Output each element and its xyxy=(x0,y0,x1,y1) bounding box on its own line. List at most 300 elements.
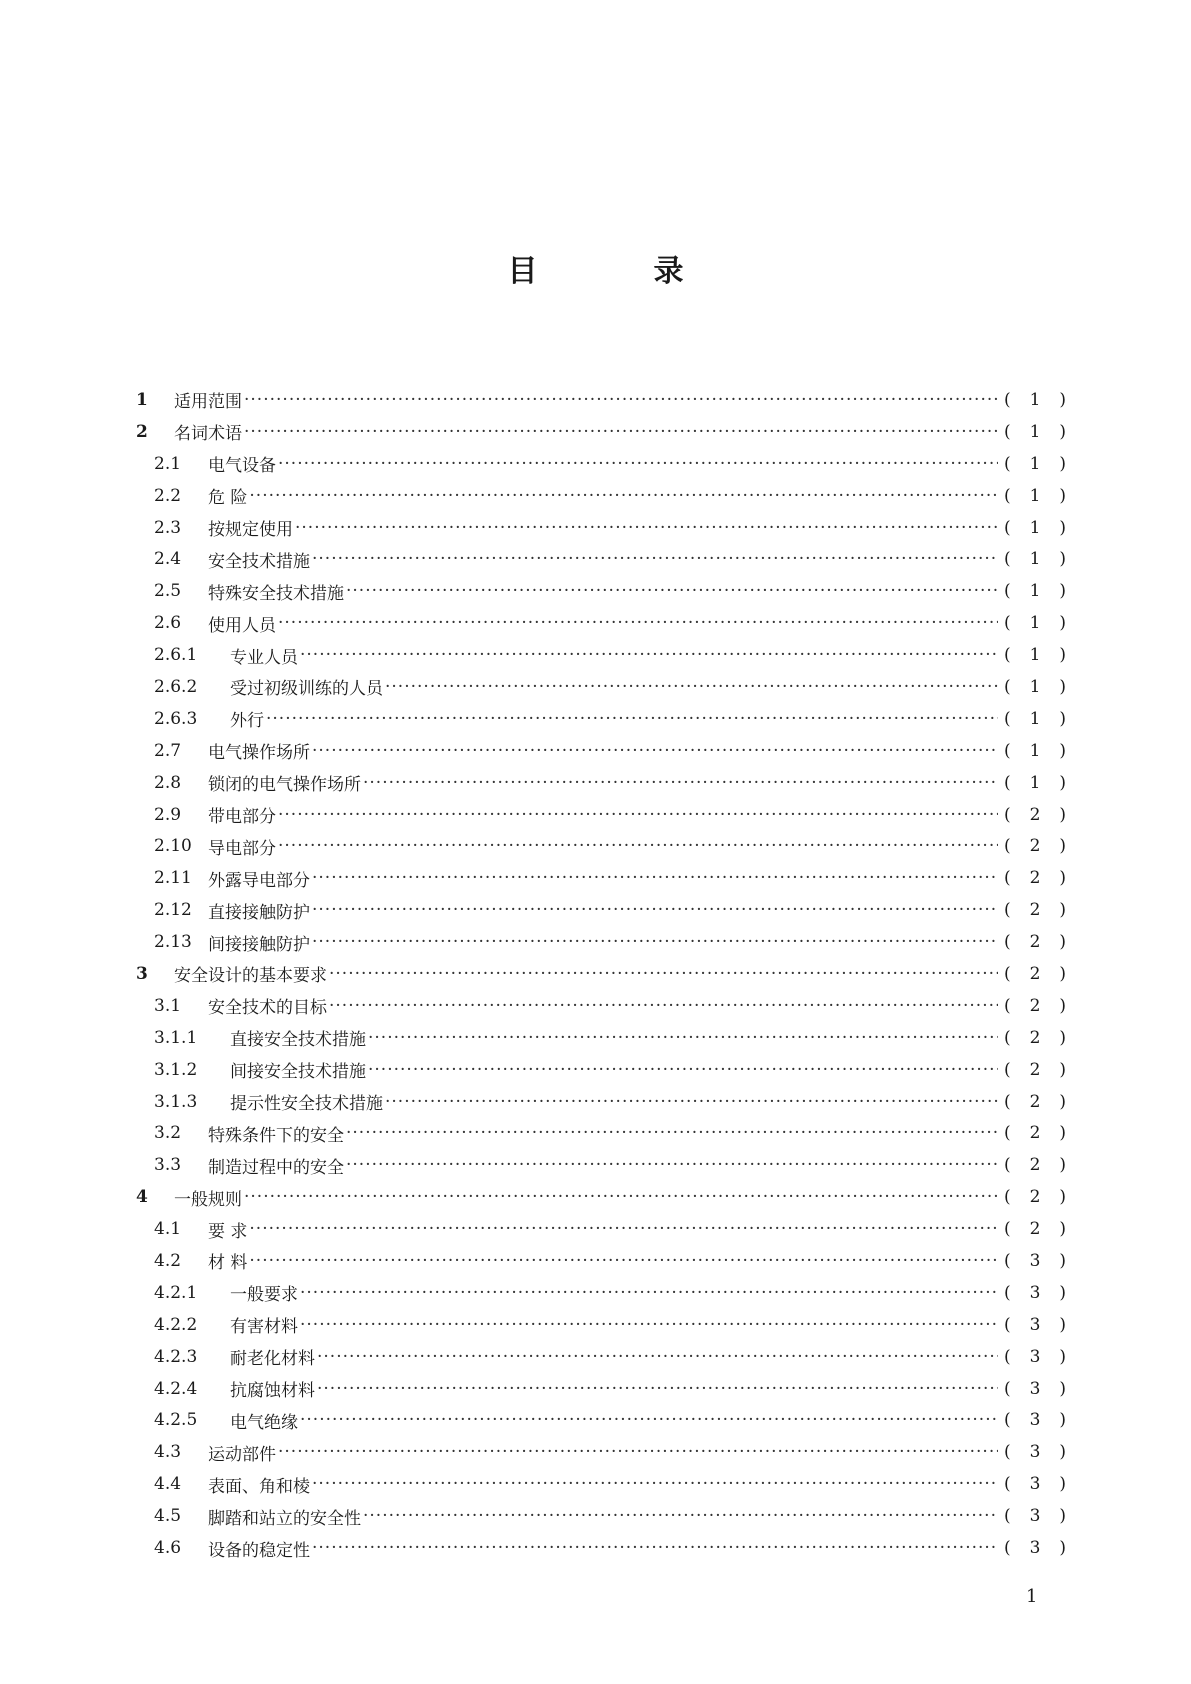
table-of-contents xyxy=(136,384,1066,1564)
close-paren: ) xyxy=(1059,740,1066,761)
toc-entry[interactable] xyxy=(136,1405,1066,1437)
toc-entry-number: 2.11 xyxy=(154,868,192,889)
toc-entry-number: 3.1.3 xyxy=(154,1091,198,1112)
toc-page-number: 1 xyxy=(1029,676,1041,697)
open-paren: ( xyxy=(1004,1442,1011,1463)
toc-entry-number: 4.5 xyxy=(154,1506,182,1527)
toc-entry[interactable] xyxy=(136,1309,1066,1341)
toc-entry[interactable] xyxy=(136,607,1066,639)
toc-entry-number: 2.8 xyxy=(154,772,182,793)
toc-leader-dots xyxy=(368,1060,998,1080)
toc-entry[interactable] xyxy=(136,1532,1066,1564)
open-paren: ( xyxy=(1004,1027,1011,1048)
close-paren: ) xyxy=(1059,1250,1066,1271)
open-paren: ( xyxy=(1004,421,1011,442)
toc-page-number: 1 xyxy=(1029,772,1041,793)
open-paren: ( xyxy=(1004,1187,1011,1208)
close-paren: ) xyxy=(1059,772,1066,793)
toc-page-number: 3 xyxy=(1029,1378,1041,1399)
toc-leader-dots xyxy=(312,932,998,952)
toc-page-number: 2 xyxy=(1029,995,1041,1016)
open-paren: ( xyxy=(1004,613,1011,634)
toc-entry-number: 2.3 xyxy=(154,517,182,538)
toc-entry-page xyxy=(1004,1251,1066,1271)
open-paren: ( xyxy=(1004,517,1011,538)
toc-entry-number: 2.4 xyxy=(154,549,182,570)
toc-entry-number: 2.13 xyxy=(154,932,192,953)
toc-entry-page xyxy=(1004,1060,1066,1080)
open-paren: ( xyxy=(1004,485,1011,506)
toc-entry-title: 名词术语 xyxy=(174,424,242,445)
toc-entry-page xyxy=(1004,1474,1066,1494)
toc-page-number: 2 xyxy=(1029,1155,1041,1176)
open-paren: ( xyxy=(1004,836,1011,857)
close-paren: ) xyxy=(1059,517,1066,538)
toc-entry-page xyxy=(1004,549,1066,569)
open-paren: ( xyxy=(1004,1282,1011,1303)
toc-entry-page xyxy=(1004,1315,1066,1335)
toc-page-number: 3 xyxy=(1029,1474,1041,1495)
toc-entry-number: 4.2.5 xyxy=(154,1410,198,1431)
toc-entry-number: 2.5 xyxy=(154,581,182,602)
toc-entry-title: 制造过程中的安全 xyxy=(208,1157,344,1178)
open-paren: ( xyxy=(1004,1155,1011,1176)
toc-page-number: 2 xyxy=(1029,1187,1041,1208)
open-paren: ( xyxy=(1004,645,1011,666)
toc-entry-number: 4 xyxy=(136,1187,148,1208)
open-paren: ( xyxy=(1004,1474,1011,1495)
title-char-right: 录 xyxy=(653,254,684,289)
toc-leader-dots xyxy=(329,996,998,1016)
toc-entry-number: 2.6 xyxy=(154,613,182,634)
open-paren: ( xyxy=(1004,389,1011,410)
toc-entry[interactable] xyxy=(136,1341,1066,1373)
toc-entry-number: 1 xyxy=(136,389,148,410)
toc-entry-number: 4.2 xyxy=(154,1250,182,1271)
toc-entry-title: 材 料 xyxy=(208,1253,248,1274)
toc-leader-dots xyxy=(312,1474,998,1494)
toc-entry-title: 危 险 xyxy=(208,488,248,509)
toc-entry-page xyxy=(1004,709,1066,729)
open-paren: ( xyxy=(1004,1091,1011,1112)
open-paren: ( xyxy=(1004,740,1011,761)
toc-entry-number: 4.4 xyxy=(154,1474,182,1495)
close-paren: ) xyxy=(1059,804,1066,825)
close-paren: ) xyxy=(1059,1538,1066,1558)
close-paren: ) xyxy=(1059,549,1066,570)
toc-entry[interactable] xyxy=(136,1181,1066,1213)
open-paren: ( xyxy=(1004,772,1011,793)
toc-entry-page xyxy=(1004,1442,1066,1462)
toc-leader-dots xyxy=(312,1538,998,1558)
open-paren: ( xyxy=(1004,963,1011,984)
open-paren: ( xyxy=(1004,1123,1011,1144)
toc-entry[interactable] xyxy=(136,1468,1066,1500)
toc-entry-number: 2.10 xyxy=(154,836,192,857)
toc-leader-dots xyxy=(312,549,998,569)
toc-entry-title: 要 求 xyxy=(208,1221,248,1242)
toc-leader-dots xyxy=(363,773,998,793)
toc-page-number: 2 xyxy=(1029,963,1041,984)
toc-entry-page xyxy=(1004,1538,1066,1558)
open-paren: ( xyxy=(1004,676,1011,697)
open-paren: ( xyxy=(1004,453,1011,474)
toc-page-number: 1 xyxy=(1029,740,1041,761)
toc-leader-dots xyxy=(368,1028,998,1048)
close-paren: ) xyxy=(1059,1346,1066,1367)
toc-entry-page xyxy=(1004,805,1066,825)
toc-entry-page xyxy=(1004,677,1066,697)
toc-entry-title: 耐老化材料 xyxy=(230,1349,315,1370)
close-paren: ) xyxy=(1059,1282,1066,1303)
close-paren: ) xyxy=(1059,868,1066,889)
close-paren: ) xyxy=(1059,485,1066,506)
toc-entry[interactable] xyxy=(136,512,1066,544)
toc-entry-page xyxy=(1004,1283,1066,1303)
toc-page-number: 2 xyxy=(1029,836,1041,857)
toc-entry[interactable] xyxy=(136,1022,1066,1054)
open-paren: ( xyxy=(1004,1378,1011,1399)
toc-entry-number: 4.6 xyxy=(154,1538,182,1558)
toc-entry-number: 3.1.1 xyxy=(154,1027,198,1048)
toc-entry-page xyxy=(1004,645,1066,665)
toc-page-number: 2 xyxy=(1029,932,1041,953)
open-paren: ( xyxy=(1004,1250,1011,1271)
open-paren: ( xyxy=(1004,1346,1011,1367)
toc-entry-page xyxy=(1004,996,1066,1016)
close-paren: ) xyxy=(1059,932,1066,953)
toc-entry[interactable] xyxy=(136,671,1066,703)
toc-entry-title: 脚踏和站立的安全性 xyxy=(208,1508,361,1529)
toc-entry-page xyxy=(1004,1187,1066,1207)
toc-entry[interactable] xyxy=(136,1436,1066,1468)
toc-entry-page xyxy=(1004,390,1066,410)
toc-entry[interactable] xyxy=(136,990,1066,1022)
toc-entry[interactable] xyxy=(136,1500,1066,1532)
toc-page-number: 1 xyxy=(1029,453,1041,474)
open-paren: ( xyxy=(1004,549,1011,570)
toc-entry-page xyxy=(1004,900,1066,920)
toc-leader-dots xyxy=(249,486,998,506)
close-paren: ) xyxy=(1059,581,1066,602)
close-paren: ) xyxy=(1059,645,1066,666)
toc-leader-dots xyxy=(385,1092,998,1112)
toc-leader-dots xyxy=(300,645,998,665)
toc-entry-page xyxy=(1004,613,1066,633)
toc-entry[interactable] xyxy=(136,1277,1066,1309)
toc-leader-dots xyxy=(385,677,998,697)
toc-entry-title: 表面、角和棱 xyxy=(208,1476,310,1497)
toc-leader-dots xyxy=(266,709,998,729)
toc-leader-dots xyxy=(312,900,998,920)
toc-entry-page xyxy=(1004,422,1066,442)
toc-leader-dots xyxy=(300,1283,998,1303)
toc-leader-dots xyxy=(278,454,998,474)
toc-entry[interactable] xyxy=(136,894,1066,926)
toc-page-number: 3 xyxy=(1029,1410,1041,1431)
toc-entry-title: 抗腐蚀材料 xyxy=(230,1381,315,1402)
toc-entry-title: 运动部件 xyxy=(208,1444,276,1465)
toc-entry[interactable] xyxy=(136,416,1066,448)
close-paren: ) xyxy=(1059,1474,1066,1495)
toc-leader-dots xyxy=(244,390,998,410)
toc-entry-title: 适用范围 xyxy=(174,392,242,413)
toc-entry-title: 间接安全技术措施 xyxy=(230,1062,366,1083)
toc-entry-title: 外露导电部分 xyxy=(208,870,310,891)
toc-entry-number: 4.2.1 xyxy=(154,1282,198,1303)
toc-entry-title: 安全设计的基本要求 xyxy=(174,966,327,987)
toc-entry-number: 2.6.1 xyxy=(154,645,198,666)
open-paren: ( xyxy=(1004,1506,1011,1527)
toc-page-number: 1 xyxy=(1029,549,1041,570)
toc-entry-number: 2 xyxy=(136,421,148,442)
close-paren: ) xyxy=(1059,1155,1066,1176)
close-paren: ) xyxy=(1059,1410,1066,1431)
toc-entry[interactable] xyxy=(136,1117,1066,1149)
open-paren: ( xyxy=(1004,932,1011,953)
toc-entry-page xyxy=(1004,836,1066,856)
open-paren: ( xyxy=(1004,1059,1011,1080)
toc-entry-number: 4.2.2 xyxy=(154,1314,198,1335)
page-number: 1 xyxy=(1026,1586,1038,1607)
toc-entry-page xyxy=(1004,773,1066,793)
toc-leader-dots xyxy=(329,964,998,984)
toc-entry-page xyxy=(1004,1155,1066,1175)
toc-page-number: 3 xyxy=(1029,1538,1041,1558)
toc-entry-number: 2.1 xyxy=(154,453,182,474)
close-paren: ) xyxy=(1059,1091,1066,1112)
title-char-left: 目 xyxy=(507,254,538,289)
toc-page-number: 1 xyxy=(1029,613,1041,634)
toc-entry[interactable] xyxy=(136,703,1066,735)
toc-page-number: 3 xyxy=(1029,1506,1041,1527)
toc-entry-number: 3 xyxy=(136,963,148,984)
toc-entry[interactable] xyxy=(136,384,1066,416)
toc-entry-number: 4.2.4 xyxy=(154,1378,198,1399)
toc-page-number: 2 xyxy=(1029,868,1041,889)
close-paren: ) xyxy=(1059,1123,1066,1144)
toc-entry-page xyxy=(1004,868,1066,888)
toc-page-number: 1 xyxy=(1029,485,1041,506)
page-title xyxy=(0,246,1191,290)
toc-entry-title: 特殊条件下的安全 xyxy=(208,1125,344,1146)
close-paren: ) xyxy=(1059,900,1066,921)
toc-entry-page xyxy=(1004,964,1066,984)
toc-page-number: 2 xyxy=(1029,900,1041,921)
toc-entry[interactable] xyxy=(136,1213,1066,1245)
open-paren: ( xyxy=(1004,804,1011,825)
close-paren: ) xyxy=(1059,995,1066,1016)
toc-entry[interactable] xyxy=(136,575,1066,607)
toc-entry[interactable] xyxy=(136,1054,1066,1086)
toc-entry-page xyxy=(1004,486,1066,506)
close-paren: ) xyxy=(1059,836,1066,857)
toc-entry[interactable] xyxy=(136,639,1066,671)
open-paren: ( xyxy=(1004,708,1011,729)
toc-entry[interactable] xyxy=(136,958,1066,990)
toc-page-number: 3 xyxy=(1029,1442,1041,1463)
toc-entry-title: 直接接触防护 xyxy=(208,902,310,923)
toc-entry-page xyxy=(1004,1092,1066,1112)
toc-leader-dots xyxy=(244,1187,998,1207)
open-paren: ( xyxy=(1004,1219,1011,1240)
close-paren: ) xyxy=(1059,1219,1066,1240)
toc-entry-page xyxy=(1004,518,1066,538)
toc-entry[interactable] xyxy=(136,1245,1066,1277)
toc-entry-page xyxy=(1004,1028,1066,1048)
toc-page-number: 3 xyxy=(1029,1314,1041,1335)
toc-page-number: 2 xyxy=(1029,1123,1041,1144)
toc-entry-number: 3.3 xyxy=(154,1155,182,1176)
toc-entry[interactable] xyxy=(136,830,1066,862)
toc-entry-title: 锁闭的电气操作场所 xyxy=(208,775,361,796)
toc-entry-title: 间接接触防护 xyxy=(208,934,310,955)
toc-page-number: 1 xyxy=(1029,389,1041,410)
close-paren: ) xyxy=(1059,676,1066,697)
toc-entry[interactable] xyxy=(136,799,1066,831)
close-paren: ) xyxy=(1059,1378,1066,1399)
toc-entry[interactable] xyxy=(136,448,1066,480)
close-paren: ) xyxy=(1059,1314,1066,1335)
toc-entry-number: 4.1 xyxy=(154,1219,182,1240)
toc-entry-page xyxy=(1004,581,1066,601)
toc-entry-title: 直接安全技术措施 xyxy=(230,1030,366,1051)
toc-entry[interactable] xyxy=(136,862,1066,894)
toc-entry-title: 电气操作场所 xyxy=(208,743,310,764)
toc-entry-title: 有害材料 xyxy=(230,1317,298,1338)
toc-leader-dots xyxy=(278,1442,998,1462)
toc-entry-number: 3.1.2 xyxy=(154,1059,198,1080)
toc-leader-dots xyxy=(346,1123,998,1143)
toc-leader-dots xyxy=(278,613,998,633)
toc-entry-title: 电气绝缘 xyxy=(230,1412,298,1433)
toc-page-number: 1 xyxy=(1029,708,1041,729)
toc-entry[interactable] xyxy=(136,543,1066,575)
toc-leader-dots xyxy=(278,836,998,856)
toc-entry[interactable] xyxy=(136,926,1066,958)
close-paren: ) xyxy=(1059,963,1066,984)
toc-entry-title: 设备的稳定性 xyxy=(208,1540,310,1561)
open-paren: ( xyxy=(1004,900,1011,921)
toc-entry-page xyxy=(1004,741,1066,761)
toc-entry-title: 导电部分 xyxy=(208,838,276,859)
toc-entry-number: 3.1 xyxy=(154,995,182,1016)
toc-entry-number: 2.2 xyxy=(154,485,182,506)
toc-entry-title: 带电部分 xyxy=(208,807,276,828)
open-paren: ( xyxy=(1004,1314,1011,1335)
toc-page-number: 1 xyxy=(1029,645,1041,666)
toc-page-number: 2 xyxy=(1029,1091,1041,1112)
toc-leader-dots xyxy=(346,1155,998,1175)
toc-page-number: 1 xyxy=(1029,421,1041,442)
toc-entry-page xyxy=(1004,1123,1066,1143)
toc-entry-title: 提示性安全技术措施 xyxy=(230,1094,383,1115)
toc-entry-page xyxy=(1004,1410,1066,1430)
open-paren: ( xyxy=(1004,868,1011,889)
toc-entry[interactable] xyxy=(136,767,1066,799)
toc-page-number: 1 xyxy=(1029,581,1041,602)
toc-leader-dots xyxy=(312,741,998,761)
toc-entry-title: 专业人员 xyxy=(230,647,298,668)
toc-entry-title: 安全技术的目标 xyxy=(208,998,327,1019)
toc-entry-page xyxy=(1004,1347,1066,1367)
close-paren: ) xyxy=(1059,613,1066,634)
toc-entry-number: 4.2.3 xyxy=(154,1346,198,1367)
toc-page-number: 3 xyxy=(1029,1346,1041,1367)
toc-entry[interactable] xyxy=(136,735,1066,767)
toc-leader-dots xyxy=(346,581,998,601)
close-paren: ) xyxy=(1059,1027,1066,1048)
toc-entry-title: 使用人员 xyxy=(208,615,276,636)
toc-entry[interactable] xyxy=(136,1149,1066,1181)
open-paren: ( xyxy=(1004,581,1011,602)
toc-leader-dots xyxy=(249,1219,998,1239)
close-paren: ) xyxy=(1059,421,1066,442)
toc-leader-dots xyxy=(244,422,998,442)
toc-entry-title: 按规定使用 xyxy=(208,520,293,540)
toc-entry-title: 电气设备 xyxy=(208,456,276,477)
toc-entry-number: 2.9 xyxy=(154,804,182,825)
close-paren: ) xyxy=(1059,708,1066,729)
toc-entry-number: 2.6.2 xyxy=(154,676,198,697)
toc-entry-page xyxy=(1004,1506,1066,1526)
toc-page-number: 2 xyxy=(1029,1027,1041,1048)
toc-entry-number: 4.3 xyxy=(154,1442,182,1463)
toc-page-number: 2 xyxy=(1029,1059,1041,1080)
toc-entry-title: 受过初级训练的人员 xyxy=(230,679,383,700)
close-paren: ) xyxy=(1059,1187,1066,1208)
open-paren: ( xyxy=(1004,995,1011,1016)
toc-entry-title: 一般要求 xyxy=(230,1285,298,1306)
close-paren: ) xyxy=(1059,1506,1066,1527)
toc-entry[interactable] xyxy=(136,480,1066,512)
toc-entry-title: 外行 xyxy=(230,711,264,732)
toc-entry-page xyxy=(1004,1219,1066,1239)
toc-leader-dots xyxy=(295,518,998,538)
close-paren: ) xyxy=(1059,453,1066,474)
toc-page-number: 2 xyxy=(1029,804,1041,825)
close-paren: ) xyxy=(1059,1059,1066,1080)
toc-entry[interactable] xyxy=(136,1086,1066,1118)
open-paren: ( xyxy=(1004,1538,1011,1558)
toc-leader-dots xyxy=(249,1251,998,1271)
toc-leader-dots xyxy=(278,805,998,825)
toc-entry-page xyxy=(1004,454,1066,474)
toc-entry-number: 2.6.3 xyxy=(154,708,198,729)
toc-leader-dots xyxy=(300,1315,998,1335)
toc-page-number: 1 xyxy=(1029,517,1041,538)
toc-leader-dots xyxy=(300,1410,998,1430)
toc-entry-number: 2.7 xyxy=(154,740,182,761)
toc-page-number: 3 xyxy=(1029,1250,1041,1271)
toc-entry-title: 一般规则 xyxy=(174,1189,242,1210)
toc-entry-page xyxy=(1004,1379,1066,1399)
toc-entry-page xyxy=(1004,932,1066,952)
close-paren: ) xyxy=(1059,1442,1066,1463)
toc-leader-dots xyxy=(317,1347,998,1367)
toc-entry-number: 2.12 xyxy=(154,900,192,921)
toc-entry-title: 安全技术措施 xyxy=(208,551,310,572)
toc-page-number: 3 xyxy=(1029,1282,1041,1303)
toc-entry-number: 3.2 xyxy=(154,1123,182,1144)
toc-leader-dots xyxy=(363,1506,998,1526)
close-paren: ) xyxy=(1059,389,1066,410)
toc-entry-title: 特殊安全技术措施 xyxy=(208,583,344,604)
toc-page-number: 2 xyxy=(1029,1219,1041,1240)
toc-entry[interactable] xyxy=(136,1373,1066,1405)
toc-leader-dots xyxy=(317,1379,998,1399)
open-paren: ( xyxy=(1004,1410,1011,1431)
